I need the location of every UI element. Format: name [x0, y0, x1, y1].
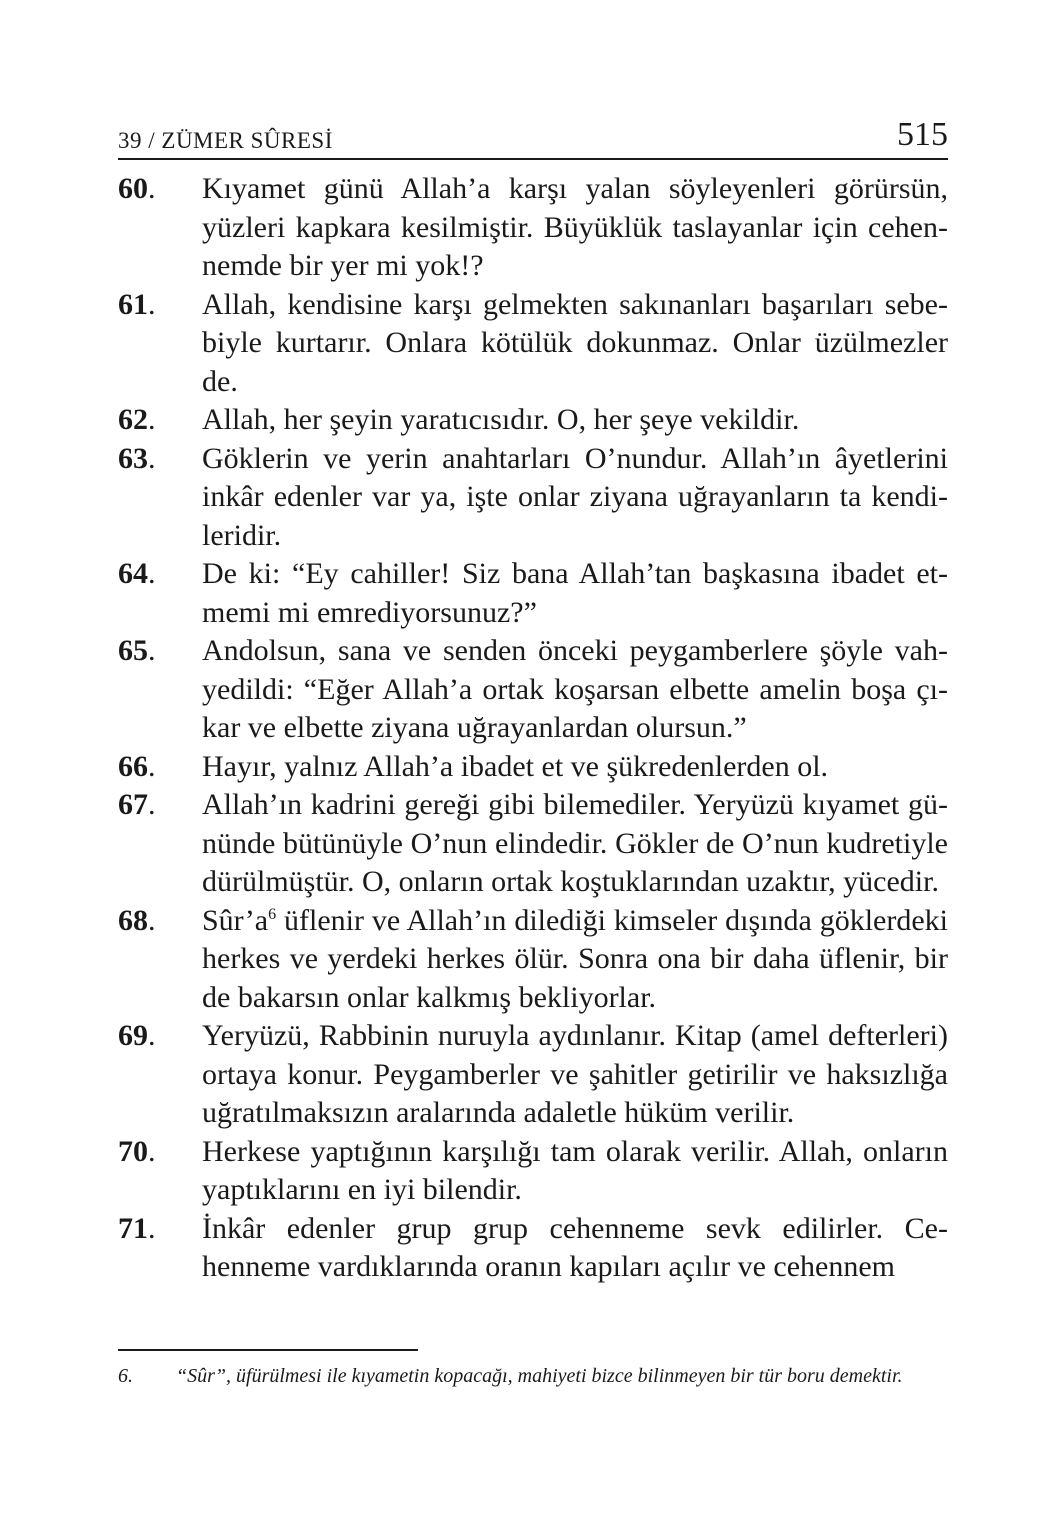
page-header [118, 112, 948, 160]
verse-text: Allah’ın kadrini gereği gibi bilemediler. Yeryüzü kıyamet gününde bütünüyle O’nun elindedir. Gökler de O’nun kudretiyle dürülmüştür. O, onların ortak koştuklarından uzaktır, yücedir. [202, 788, 948, 898]
verse-list [118, 170, 948, 1287]
verse-69: 69. Yeryüzü, Rabbinin nuruyla aydınlanır. Kitap (amel defterleri) ortaya konur. Peygamberler ve şahitler getirilir ve haksızlığa uğratılmaksızın aralarında adaletle hüküm verilir. [118, 1017, 948, 1133]
verse-text-rest: üflenir ve Allah’ın dilediği kimseler dışında göklerdeki herkes ve yerdeki herkes ölür. Sonra ona bir daha üflenir, bir de bakarsın onlar kalkmış bekliyorlar. [202, 903, 948, 1014]
verse-65: 65. Andolsun, sana ve senden önceki peygamberlere şöyle vahyedildi: “Eğer Allah’a ortak koşarsan elbette amelin boşa çıkar ve elbette ziyana uğrayanlardan olursun.” [118, 632, 948, 748]
verse-text: Andolsun, sana ve senden önceki peygamberlere şöyle vahyedildi: “Eğer Allah’a ortak koşarsan elbette amelin boşa çıkar ve elbette ziyana uğrayanlardan olursun.” [202, 634, 948, 744]
verse-number: 60 [118, 172, 148, 205]
footnote [118, 1360, 948, 1392]
verse-62: 62. Allah, her şeyin yaratıcısıdır. O, her şeye vekildir. [118, 401, 948, 440]
verse-number: 68 [118, 903, 148, 937]
running-title: 39 / ZÜMER SÛRESİ [118, 128, 333, 153]
verse-number: 67 [118, 788, 148, 821]
verse-63: 63. Göklerin ve yerin anahtarları O’nundur. Allah’ın âyetlerini inkâr edenler var ya, işte onlar ziyana uğrayanların ta kendileridir. [118, 440, 948, 556]
verse-text: Hayır, yalnız Allah’a ibadet et ve şükredenlerden ol. [202, 749, 829, 783]
verse-text: Herkese yaptığının karşılığı tam olarak verilir. Allah, onların yaptıklarını en iyi bilendir. [202, 1134, 948, 1206]
verse-text: Kıyamet günü Allah’a karşı yalan söyleyenleri görürsün, yüzleri kapkara kesilmiştir. Büyüklük taslayanlar için cehennemde bir yer mi yok!? [202, 172, 948, 282]
verse-text-start: Sûr’a [202, 903, 269, 937]
verse-number: 65 [118, 634, 148, 667]
verse-text: Yeryüzü, Rabbinin nuruyla aydınlanır. Kitap (amel defterleri) ortaya konur. Peygamberler ve şahitler getirilir ve haksızlığa uğratılmaksızın aralarında adaletle hüküm verilir. [202, 1019, 948, 1129]
verse-number: 69 [118, 1019, 148, 1052]
verse-70: 70. Herkese yaptığının karşılığı tam olarak verilir. Allah, onların yaptıklarını en iyi bilendir. [118, 1133, 948, 1210]
verse-number: 62 [118, 403, 148, 436]
verse-text: De ki: “Ey cahiller! Siz bana Allah’tan başkasına ibadet etmemi mi emrediyorsunuz?” [202, 557, 948, 629]
footnote-divider [118, 1349, 418, 1351]
footnote-reference[interactable]: 6 [268, 905, 277, 923]
verse-67: 67. Allah’ın kadrini gereği gibi bilemediler. Yeryüzü kıyamet gününde bütünüyle O’nun elindedir. Gökler de O’nun kudretiyle dürülmüştür. O, onların ortak koştuklarından uzaktır, yücedir. [118, 786, 948, 902]
verse-number: 71 [118, 1211, 148, 1245]
verse-text: Allah, kendisine karşı gelmekten sakınanları başarıları sebebiyle kurtarır. Onlara kötülük dokunmaz. Onlar üzülmezler de. [202, 287, 948, 398]
verse-68: 68. $Sûr’a^6$ üflenir ve Allah’ın dilediği kimseler dışında göklerdeki herkes ve yerdeki herkes ölür. Sonra ona bir daha üflenir, bir de bakarsın onlar kalkmış bekliyorlar. [118, 902, 948, 1018]
verse-text [202, 902, 948, 1018]
footnote-number: 6. [118, 1365, 133, 1387]
verse-text: Göklerin ve yerin anahtarları O’nundur. Allah’ın âyetlerini inkâr edenler var ya, işte onlar ziyana uğrayanların ta kendileridir. [202, 441, 948, 552]
verse-66: 66. Hayır, yalnız Allah’a ibadet et ve şükredenlerden ol. [118, 748, 948, 787]
verse-text: İnkâr edenler grup grup cehenneme sevk edilirler. Cehenneme vardıklarında oranın kapıları açılır ve cehennem [202, 1211, 948, 1283]
verse-61: 61. Allah, kendisine karşı gelmekten sakınanları başarıları sebebiyle kurtarır. Onlara kötülük dokunmaz. Onlar üzülmezler de. [118, 286, 948, 402]
verse-number: 63 [118, 441, 148, 475]
verse-64: 64. De ki: “Ey cahiller! Siz bana Allah’tan başkasına ibadet etmemi mi emrediyorsunuz?” [118, 555, 948, 632]
verse-71: 71. İnkâr edenler grup grup cehenneme sevk edilirler. Cehenneme vardıklarında oranın kapıları açılır ve cehennem [118, 1210, 948, 1287]
page-number: 515 [897, 116, 948, 153]
footnote-text: “Sûr”, üfürülmesi ile kıyametin kopacağı, mahiyeti bizce bilinmeyen bir tür boru demektir. [176, 1365, 903, 1387]
verse-60: 60. Kıyamet günü Allah’a karşı yalan söyleyenleri görürsün, yüzleri kapkara kesilmiştir. Büyüklük taslayanlar için cehennemde bir yer mi yok!? [118, 170, 948, 286]
verse-number: 61 [118, 287, 148, 321]
verse-number: 66 [118, 749, 148, 783]
verse-number: 64 [118, 557, 148, 590]
verse-text: Allah, her şeyin yaratıcısıdır. O, her şeye vekildir. [202, 403, 800, 436]
verse-number: 70 [118, 1134, 148, 1168]
